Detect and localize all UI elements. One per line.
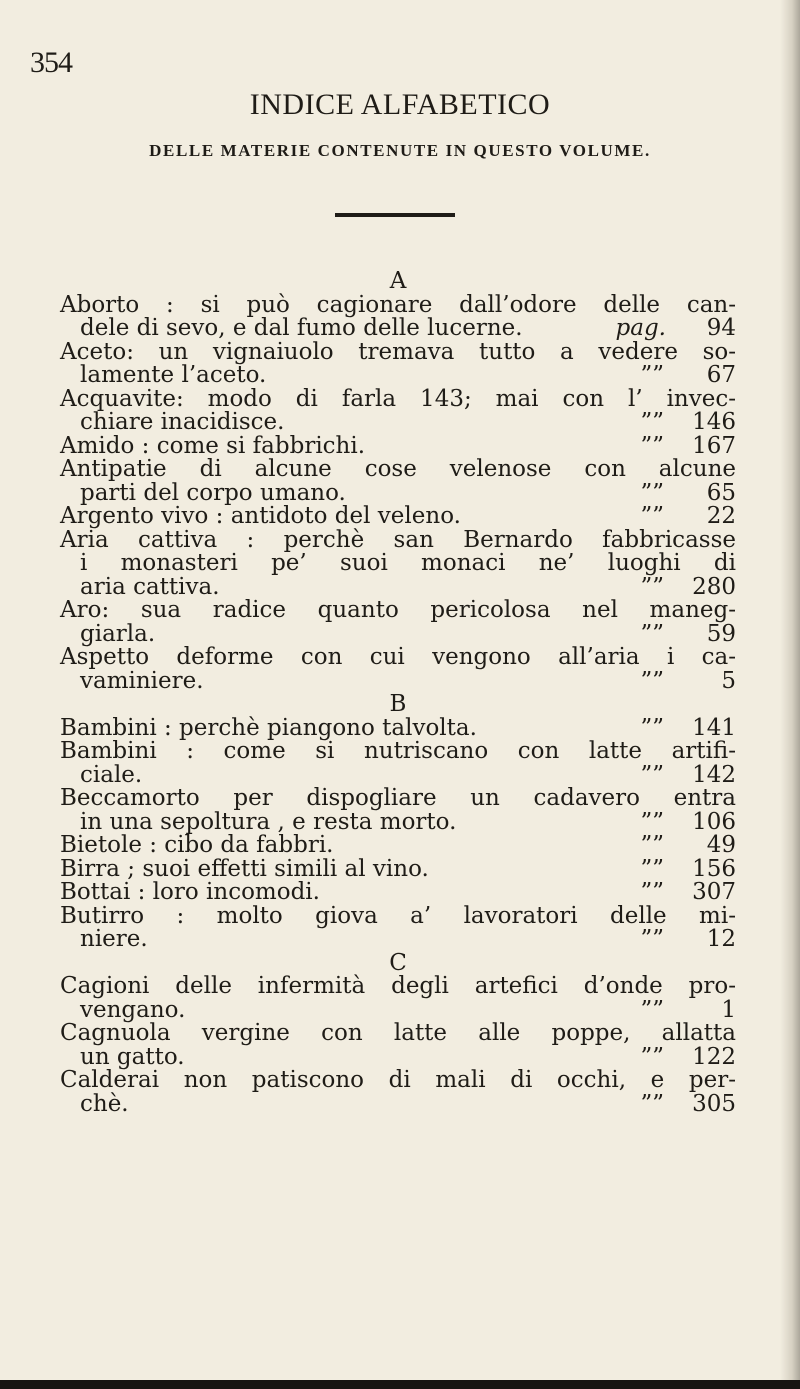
page-reference: 67 (706, 362, 736, 388)
page-reference: 305 (692, 1090, 736, 1117)
entry-text-line (60, 996, 736, 1023)
entry-text: Aceto: un vignaiuolo tremava tutto a vedere so- (60, 338, 736, 365)
ditto-mark: ”” (640, 879, 664, 905)
index-entries (60, 270, 736, 1116)
entry-text-line (60, 364, 736, 388)
entry-text-line (60, 385, 736, 412)
entry-text-line (60, 1043, 736, 1070)
entry-text-line (60, 432, 736, 459)
page-reference: 146 (692, 409, 736, 435)
page-reference: 280 (692, 573, 736, 600)
ditto-mark: ”” (640, 503, 664, 529)
entry-text: Bottai : loro incomodi. (60, 879, 320, 905)
entry-text: ciale. (80, 761, 143, 788)
index-entry (60, 834, 736, 858)
entry-text: Bambini : perchè piangono talvolta. (60, 714, 477, 741)
section-letter-b: B (389, 691, 407, 717)
entry-text: chè. (80, 1090, 129, 1117)
entry-text-line (60, 787, 736, 811)
title-rule (335, 213, 455, 217)
section-letter-c: C (389, 949, 407, 976)
ditto-mark: ”” (640, 761, 664, 788)
ditto-mark: ”” (640, 1090, 664, 1117)
page-reference: 122 (692, 1043, 736, 1070)
entry-text: Birra ; suoi effetti simili al vino. (60, 855, 429, 882)
ditto-mark: ”” (640, 855, 664, 882)
entry-text: chiare inacidisce. (80, 409, 285, 435)
entry-text-line (60, 573, 736, 600)
entry-text-line (60, 761, 736, 788)
entry-text-line (60, 740, 736, 764)
entry-text: in una sepoltura , e resta morto. (80, 808, 457, 835)
entry-text-line (60, 526, 736, 553)
page-reference: 141 (692, 714, 736, 741)
index-entry (60, 338, 736, 388)
entry-text-line (60, 317, 736, 341)
index-entry (60, 1022, 736, 1069)
entry-text: giarla. (80, 620, 156, 647)
index-entry (60, 432, 736, 459)
ditto-mark: ”” (640, 832, 664, 858)
entry-text-line (60, 458, 736, 482)
index-entry (60, 1069, 736, 1116)
entry-text-line (60, 479, 736, 506)
entry-text-line (60, 599, 736, 623)
entry-text-line (60, 714, 736, 741)
entry-text-line (60, 975, 736, 999)
entry-text: Amido : come si fabbrichi. (60, 432, 366, 459)
entry-text: parti del corpo umano. (80, 479, 346, 506)
entry-text-line (60, 834, 736, 858)
index-entry (60, 291, 736, 341)
index-entry (60, 526, 736, 600)
entry-text-line (60, 646, 736, 670)
page-reference: 1 (721, 996, 736, 1023)
ditto-mark: ”” (640, 479, 664, 506)
ditto-mark: ”” (640, 573, 664, 600)
page-reference: 65 (706, 479, 736, 506)
page-edge-shadow (780, 0, 800, 1389)
index-entry (60, 714, 736, 741)
entry-text: Argento vivo : antidoto del veleno. (60, 503, 461, 529)
entry-text: Bambini : come si nutriscano con latte artifi- (60, 738, 736, 764)
ditto-mark: ”” (640, 808, 664, 835)
entry-text-line (60, 1022, 736, 1046)
entry-text: dele di sevo, e dal fumo delle lucerne. (80, 315, 523, 341)
index-entry (60, 385, 736, 435)
entry-text-line (60, 855, 736, 882)
entry-text-line (60, 928, 736, 952)
index-entry (60, 740, 736, 787)
entry-text: Antipatie di alcune cose velenose con alcune (60, 456, 736, 482)
entry-text: Aria cattiva : perchè san Bernardo fabbricasse (60, 526, 736, 553)
entry-text-line (60, 291, 736, 318)
entry-text-line (60, 620, 736, 647)
entry-text-line (60, 1090, 736, 1117)
ditto-mark: ”” (640, 1043, 664, 1070)
index-entry (60, 505, 736, 529)
entry-text: vaminiere. (80, 667, 204, 694)
ditto-mark: ”” (640, 620, 664, 647)
page-reference: 94 (706, 315, 736, 341)
scan-bottom-edge (0, 1380, 800, 1389)
pag-label: pag. (615, 315, 666, 341)
ditto-mark: ”” (640, 432, 664, 459)
ditto-mark: ”” (640, 714, 664, 741)
entry-text-line (60, 552, 736, 576)
entry-text: vengano. (80, 996, 186, 1023)
page-reference: 106 (692, 808, 736, 835)
index-entry (60, 902, 736, 952)
page-reference: 59 (706, 620, 736, 647)
entry-text: Beccamorto per dispogliare un cadavero entra (60, 785, 736, 811)
entry-text-line (60, 902, 736, 929)
page-reference: 12 (706, 926, 736, 952)
ditto-mark: ”” (640, 409, 664, 435)
entry-text: lamente l’aceto. (80, 362, 267, 388)
entry-text-line (60, 338, 736, 365)
entry-text: Acquavite: modo di farla 143; mai con l’ invec- (60, 385, 736, 412)
ditto-mark: ”” (640, 926, 664, 952)
entry-text: un gatto. (80, 1043, 185, 1070)
entry-text: Aborto : si può cagionare dall’odore delle can- (60, 291, 736, 318)
ditto-mark: ”” (640, 362, 664, 388)
index-entry (60, 881, 736, 905)
entry-text-line (60, 505, 736, 529)
index-entry (60, 787, 736, 834)
entry-text: Aspetto deforme con cui vengono all’aria i ca- (60, 644, 736, 670)
entry-text: aria cattiva. (80, 573, 220, 600)
page-number: 354 (30, 46, 72, 79)
index-entry (60, 855, 736, 882)
entry-text-line (60, 1069, 736, 1093)
page-reference: 22 (706, 503, 736, 529)
entry-text-line (60, 667, 736, 694)
entry-text: Bietole : cibo da fabbri. (60, 832, 334, 858)
page-reference: 5 (721, 667, 736, 694)
index-entry (60, 646, 736, 693)
index-entry (60, 599, 736, 646)
entry-text: i monasteri pe’ suoi monaci ne’ luoghi di (80, 550, 736, 576)
entry-text-line (60, 808, 736, 835)
entry-text-line (60, 881, 736, 905)
page-reference: 156 (692, 855, 736, 882)
ditto-mark: ”” (640, 667, 664, 694)
section-letter-a: A (389, 268, 407, 294)
page-reference: 142 (692, 761, 736, 788)
index-entry (60, 458, 736, 505)
entry-text: Aro: sua radice quanto pericolosa nel maneg- (60, 597, 736, 623)
entry-text: niere. (80, 926, 148, 952)
entry-text: Cagnuola vergine con latte alle poppe, allatta (60, 1020, 736, 1046)
index-entry (60, 975, 736, 1022)
entry-text: Cagioni delle infermità degli artefici d’onde pro- (60, 973, 736, 999)
index-title: INDICE ALFABETICO (249, 88, 551, 121)
entry-text: Butirro : molto giova a’ lavoratori delle mi- (60, 902, 736, 929)
entry-text: Calderai non patiscono di mali di occhi, e per- (60, 1067, 736, 1093)
entry-text-line (60, 411, 736, 435)
page-reference: 307 (692, 879, 736, 905)
index-subtitle: DELLE MATERIE CONTENUTE IN QUESTO VOLUME. (149, 141, 651, 160)
page-reference: 49 (706, 832, 736, 858)
page-reference: 167 (692, 432, 736, 459)
ditto-mark: ”” (640, 996, 664, 1023)
